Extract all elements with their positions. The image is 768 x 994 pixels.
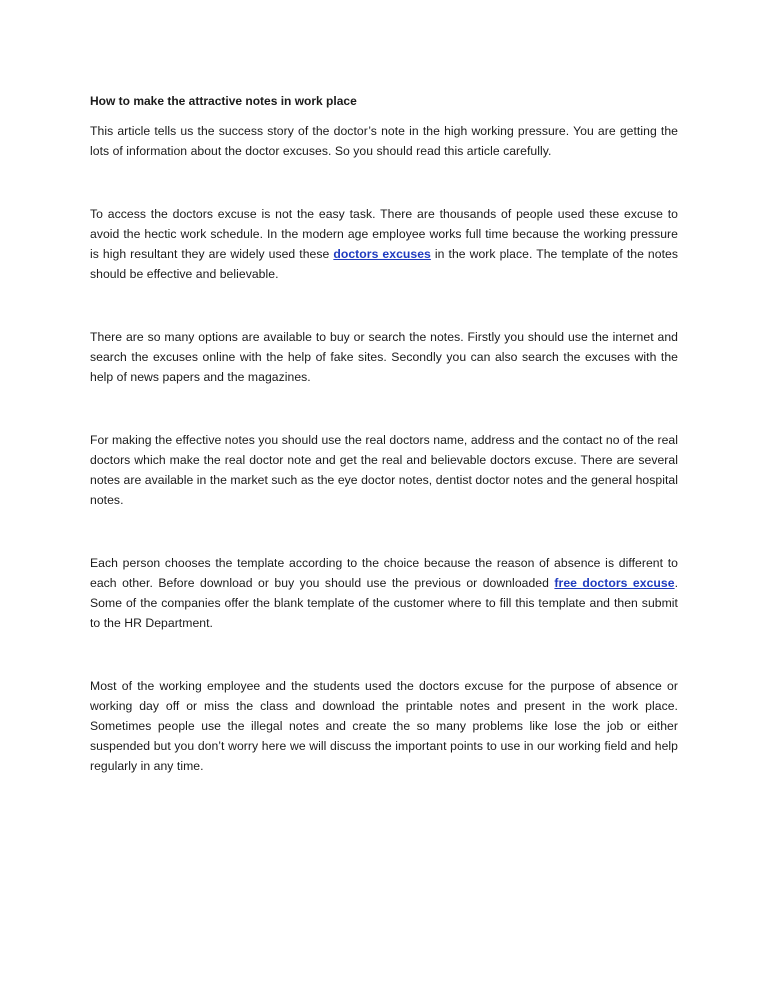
paragraph-effective-notes: For making the effective notes you should use the real doctors name, address and the contact no of the real doctors which make the real doctor note and get the real and believable doctors excuse. There are several notes are available in the market such as the eye doctor notes, dentist doctor notes and the general hospital notes.: [90, 433, 678, 507]
document-page: [90, 94, 678, 776]
document-title: How to make the attractive notes in work place: [90, 94, 357, 108]
paragraph-text: Each person chooses the template according to the choice because the reason of absence is different to each other. Before download or buy you should use the previous or downloaded: [90, 556, 678, 590]
paragraph-access: [90, 204, 678, 284]
doctors-excuses-link[interactable]: doctors excuses: [333, 247, 431, 261]
paragraph-text: To access the doctors excuse is not the easy task. There are thousands of people used these excuse to avoid the hectic work schedule. In the modern age employee works full time because the working pressure is high resultant they are widely used these: [90, 207, 678, 261]
paragraph-intro: This article tells us the success story of the doctor’s note in the high working pressure. You are getting the lots of information about the doctor excuses. So you should read this article carefully.: [90, 124, 678, 158]
free-doctors-excuse-link[interactable]: free doctors excuse: [554, 576, 675, 590]
paragraph-options: There are so many options are available to buy or search the notes. Firstly you should use the internet and search the excuses online with the help of fake sites. Secondly you can also search the excuses with the help of news papers and the magazines.: [90, 330, 678, 384]
paragraph-template: [90, 553, 678, 633]
paragraph-text: . Some of the companies offer the blank template of the customer where to fill this template and then submit to the HR Department.: [90, 576, 679, 630]
paragraph-working-employee: Most of the working employee and the students used the doctors excuse for the purpose of absence or working day off or miss the class and download the printable notes and present in the work place. Sometimes people use the illegal notes and create the so many problems like lose the job or either suspended but you don’t worry here we will discuss the important points to use in our working field and help regularly in any time.: [90, 679, 678, 773]
paragraph-text: in the work place. The template of the notes should be effective and believable.: [90, 247, 678, 281]
